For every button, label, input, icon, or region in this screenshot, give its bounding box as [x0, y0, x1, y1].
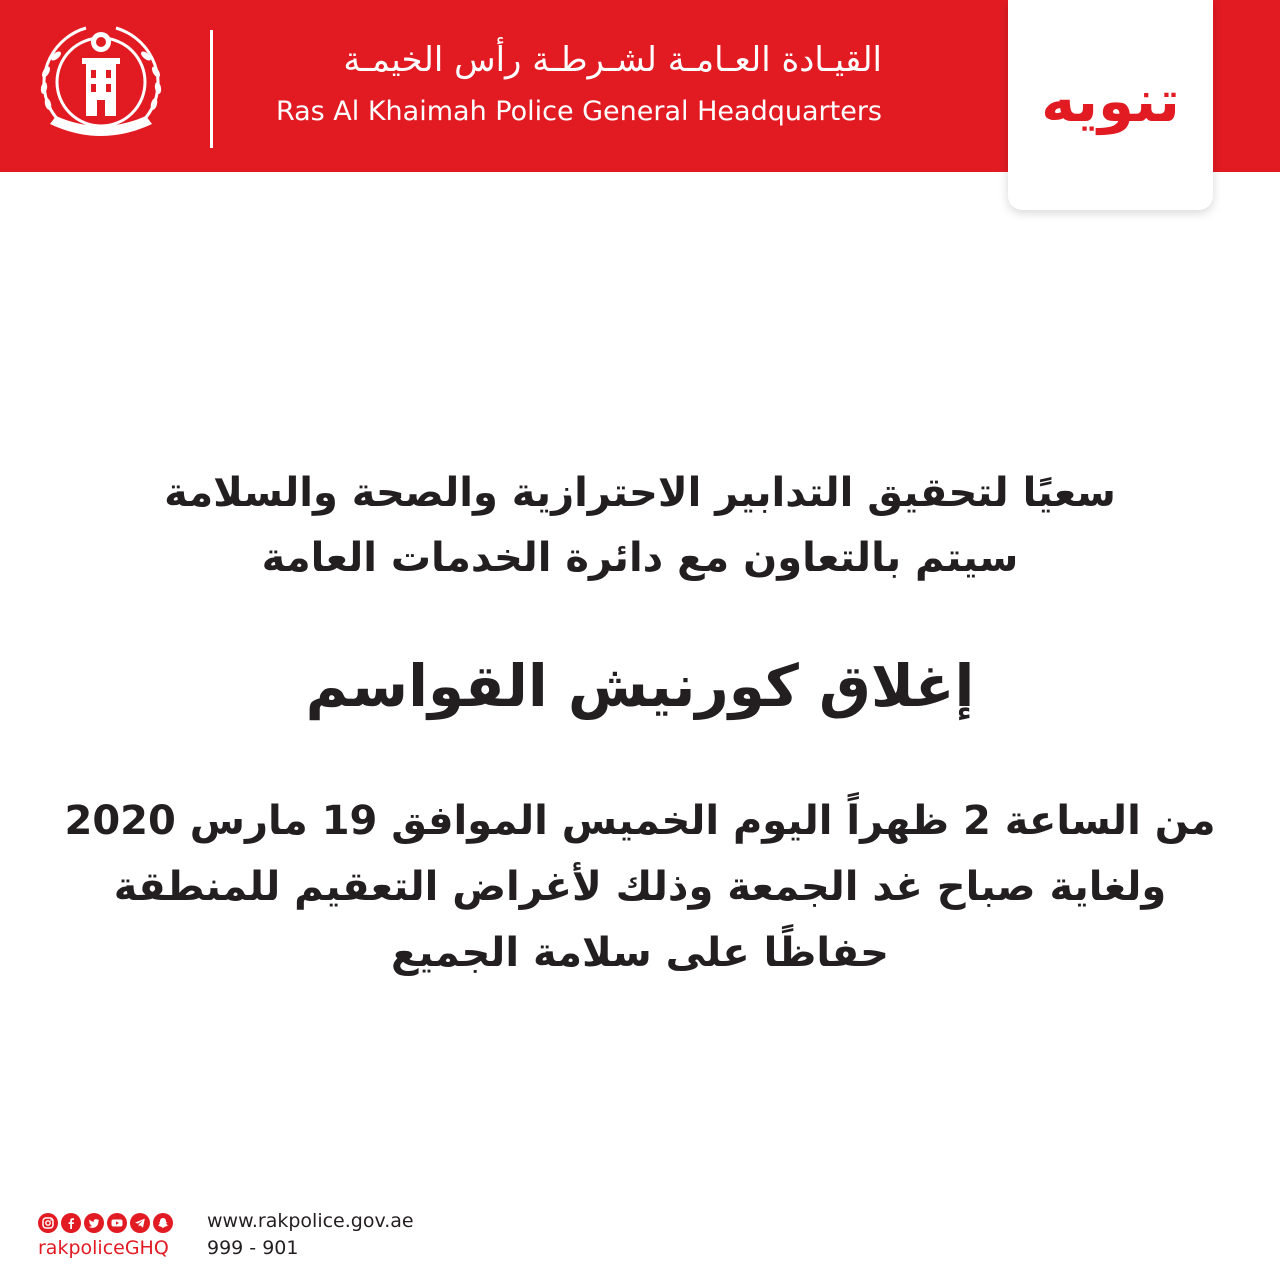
instagram-icon[interactable]	[38, 1213, 58, 1233]
phone-number: 999 - 901	[207, 1237, 299, 1259]
social-icons	[38, 1213, 173, 1233]
detail-line: حفاظًا على سلامة الجميع	[391, 930, 889, 976]
intro-line: سعيًا لتحقيق التدابير الاحترازية والصحة والسلامة	[164, 470, 1116, 516]
header-banner	[0, 0, 1280, 172]
headline: إغلاق كورنيش القواسم	[305, 652, 975, 720]
notice-tab	[1008, 0, 1213, 210]
header-divider	[210, 30, 213, 148]
rak-police-emblem-icon	[28, 20, 174, 148]
intro-line: سيتم بالتعاون مع دائرة الخدمات العامة	[261, 535, 1019, 581]
notice-label: تنويه	[1041, 67, 1180, 135]
website-link[interactable]: www.rakpolice.gov.ae	[207, 1210, 414, 1232]
detail-line: من الساعة 2 ظهراً اليوم الخميس الموافق 19 مارس 2020	[64, 798, 1216, 844]
social-handle: rakpoliceGHQ	[38, 1237, 169, 1259]
snapchat-icon[interactable]	[153, 1213, 173, 1233]
facebook-icon[interactable]	[61, 1213, 81, 1233]
organization-name-english: Ras Al Khaimah Police General Headquarters	[275, 96, 882, 127]
youtube-icon[interactable]	[107, 1213, 127, 1233]
detail-line: ولغاية صباح غد الجمعة وذلك لأغراض التعقيم للمنطقة	[113, 864, 1167, 910]
telegram-icon[interactable]	[130, 1213, 150, 1233]
organization-name-arabic: القيـادة العـامـة لشـرطـة رأس الخيمـة	[343, 40, 882, 80]
twitter-icon[interactable]	[84, 1213, 104, 1233]
